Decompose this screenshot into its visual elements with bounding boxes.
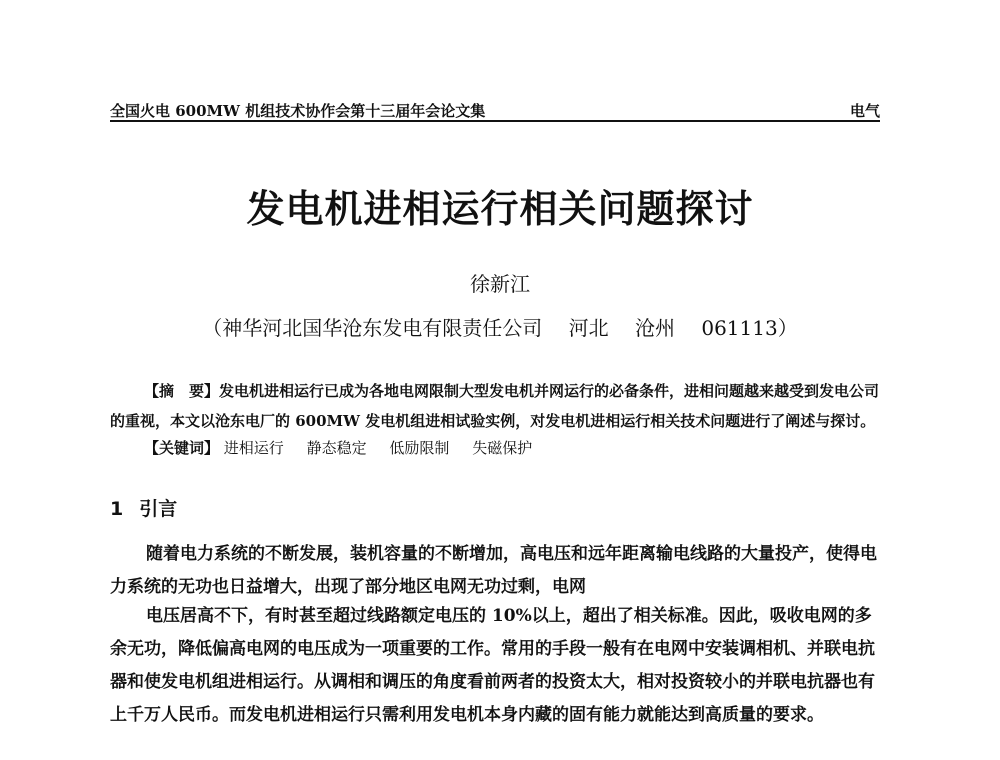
affiliation-org: （神华河北国华沧东发电有限责任公司 xyxy=(202,316,543,340)
keyword-item: 失磁保护 xyxy=(472,439,533,457)
section-heading xyxy=(110,494,177,521)
author-name: 徐新江 xyxy=(470,272,530,296)
abstract-text: 发电机进相运行已成为各地电网限制大型发电机并网运行的必备条件，进相问题越来越受到发电公司的重视，本文以沧东电厂的 600MW 发电机组进相试验实例，对发电机进相运行相关技术问题进行了阐述与探讨。 xyxy=(110,382,880,430)
section-category: 电气 xyxy=(849,102,880,120)
body-paragraph: 随着电力系统的不断发展，装机容量的不断增加，高电压和远年距离输电线路的大量投产，使得电力系统的无功也日益增大，出现了部分地区电网无功过剩，电网 xyxy=(110,544,877,597)
keywords xyxy=(144,436,884,460)
affiliation-city: 沧州 xyxy=(635,316,675,340)
keyword-item: 低励限制 xyxy=(389,439,450,457)
section-title: 引言 xyxy=(139,498,178,520)
body-paragraph: 电压居高不下，有时甚至超过线路额定电压的 10%以上，超出了相关标准。因此，吸收电网的多余无功，降低偏高电网的电压成为一项重要的工作。常用的手段一般有在电网中安装调相机、并联电抗器和使发电机组进相运行。从调相和调压的角度看前两者的投资太大，相对投资较小的并联电抗器也有上千万人民币。而发电机进相运行只需利用发电机本身内藏的固有能力就能达到高质量的要求。 xyxy=(110,606,875,725)
keyword-item: 静态稳定 xyxy=(306,439,367,457)
abstract-label: 【摘 要】 xyxy=(144,382,220,400)
keyword-item: 进相运行 xyxy=(223,439,284,457)
paper-title: 发电机进相运行相关问题探讨 xyxy=(246,187,754,231)
affiliation-postcode: 061113） xyxy=(701,316,798,340)
proceedings-title: 全国火电 600MW 机组技术协作会第十三届年会论文集 xyxy=(110,102,486,120)
running-header xyxy=(110,98,880,122)
keywords-label: 【关键词】 xyxy=(144,439,220,457)
abstract xyxy=(110,376,880,436)
affiliation-province: 河北 xyxy=(568,316,609,340)
author-affiliation xyxy=(0,312,1000,341)
section-number: 1 xyxy=(110,498,124,520)
